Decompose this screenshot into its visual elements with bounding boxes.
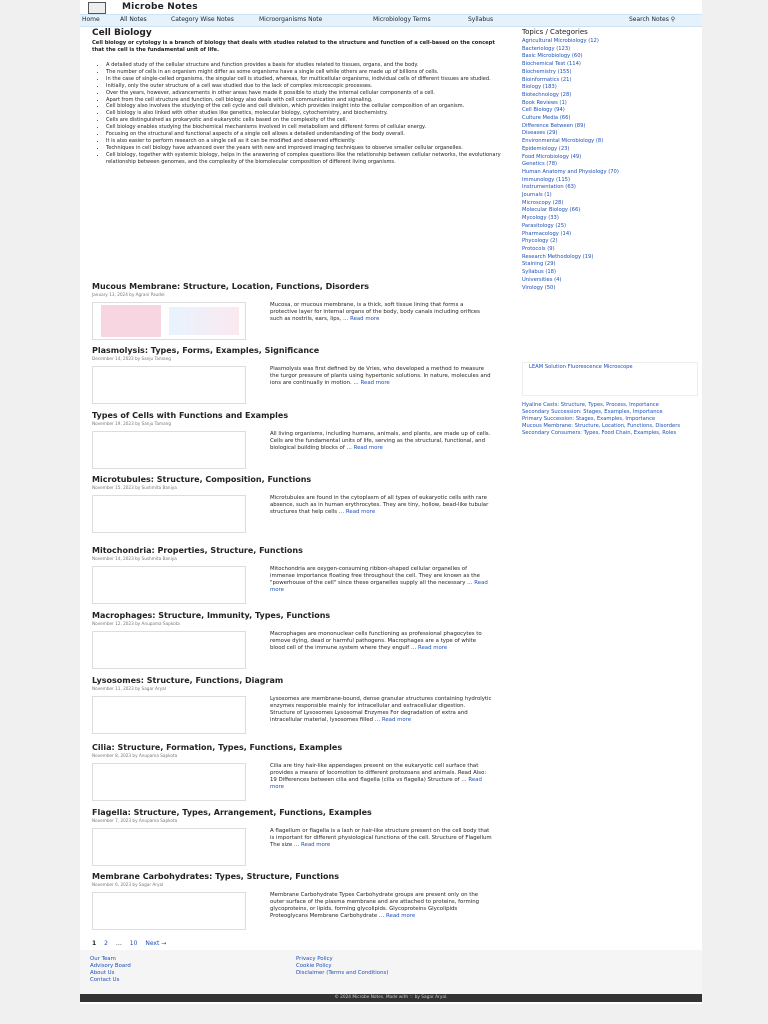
search-icon: ⚲ — [670, 16, 676, 23]
post-excerpt — [270, 566, 492, 594]
category-link[interactable]: Staining (29) — [522, 261, 556, 268]
post-thumbnail[interactable] — [92, 763, 246, 801]
category-link[interactable]: Biotechnology (28) — [522, 91, 572, 98]
category-link[interactable]: Environmental Microbiology (8) — [522, 138, 604, 145]
post-excerpt — [270, 431, 492, 452]
read-more-link[interactable]: Read more — [301, 842, 331, 849]
sidebar — [522, 28, 696, 292]
post-meta: November 8, 2023 by Anupama Sapkota — [92, 753, 178, 758]
post-meta: January 13, 2024 by Agrani Paudel — [92, 292, 165, 297]
category-link[interactable]: Pharmacology (14) — [522, 230, 572, 237]
excerpt-text: Plasmolysis was first defined by de Vries, who developed a method to measure the turgor pressure of plants using hypertonic solutions. In nature, molecules and ions are continually in motion. … — [270, 366, 491, 387]
list-item: • Initially, only the outer structure of a cell was studied due to the lack of complex microscopic processes. — [106, 83, 502, 90]
excerpt-text: Mitochondria are oxygen-consuming ribbon-shaped cellular organelles of immense importance floating free throughout the cell. They are known as the "powerhouse of the cell" since these organelles supply all the necessary … — [270, 566, 480, 587]
footer-link-about-us[interactable]: About Us — [90, 970, 115, 976]
search-notes-label: Search Notes — [629, 16, 669, 23]
post-meta: November 12, 2023 by Anupama Sapkota — [92, 621, 180, 626]
footer-link-advisory-board[interactable]: Advisory Board — [90, 963, 131, 969]
recent-post-link[interactable]: Secondary Succession: Stages, Examples, Importance — [522, 409, 663, 416]
post-excerpt — [270, 631, 492, 652]
category-list — [522, 38, 696, 292]
list-item: • Cell biology enables studying the biochemical mechanisms involved in cell metabolism and different forms of cellular energy. — [106, 124, 502, 131]
ad-link[interactable]: LEAM Solution Fluorescence Microscope — [529, 364, 633, 370]
category-link[interactable]: Microscopy (28) — [522, 199, 564, 206]
page — [80, 0, 702, 1004]
category-link[interactable]: Diseases (29) — [522, 130, 558, 137]
copyright: © 2024 Microbe Notes. Made with ♡ by Sagar Aryal. — [80, 994, 702, 1002]
category-link[interactable]: Culture Media (66) — [522, 115, 571, 122]
post-excerpt — [270, 763, 492, 791]
list-item: • Focusing on the structural and functional aspects of a single cell allows a detailed understanding of the body overall. — [106, 131, 502, 138]
excerpt-text: Lysosomes are membrane-bound, dense granular structures containing hydrolytic enzymes responsible mainly for intracellular and extracellular digestion. Structure of Lysosomes Lysosomal Enzymes For degradation of extra and intracellular material, lysosomes filled … — [270, 696, 492, 724]
post-meta: November 19, 2023 by Sanju Tamang — [92, 421, 171, 426]
recent-post-link[interactable]: Mucous Membrane: Structure, Location, Functions, Disorders — [522, 423, 681, 430]
category-link[interactable]: Research Methodology (19) — [522, 253, 594, 260]
post-excerpt — [270, 696, 492, 724]
category-link[interactable]: Genetics (78) — [522, 161, 558, 168]
excerpt-text: A flagellum or flagella is a lash or hair-like structure present on the cell body that is important for different physiological functions of the cell. Structure of Flagellum The size … — [270, 828, 492, 849]
post-thumbnail[interactable] — [92, 566, 246, 604]
post-excerpt — [270, 892, 492, 920]
category-link[interactable]: Virology (50) — [522, 284, 556, 291]
list-item: • Cell biology is also linked with other studies like genetics, molecular biology, cytochemistry, and biochemistry. — [106, 110, 502, 117]
intro-bullets — [106, 62, 502, 166]
read-more-link[interactable]: Read more — [270, 777, 482, 791]
post-thumbnail[interactable] — [92, 366, 246, 404]
thumbnail-illustration — [169, 307, 239, 335]
post-meta: November 6, 2023 by Sagar Aryal — [92, 882, 164, 887]
category-link[interactable]: Book Reviews (1) — [522, 99, 567, 106]
page-2[interactable]: 2 — [104, 940, 108, 947]
post-thumbnail[interactable] — [92, 495, 246, 533]
recent-posts — [522, 402, 696, 437]
post-excerpt — [270, 302, 492, 323]
post-meta: November 11, 2023 by Sagar Aryal — [92, 686, 166, 691]
category-link[interactable]: Phycology (2) — [522, 238, 558, 245]
post-meta: November 14, 2023 by Sushmita Baniya — [92, 556, 177, 561]
post-title[interactable]: Mucous Membrane: Structure, Location, Functions, Disorders — [92, 282, 370, 291]
footer-link-contact-us[interactable]: Contact Us — [90, 977, 120, 983]
post-meta: December 14, 2023 by Sanju Tamang — [92, 356, 171, 361]
site-footer — [80, 950, 702, 994]
category-link[interactable]: Cell Biology (94) — [522, 107, 565, 114]
excerpt-text: All living organisms, including humans, animals, and plants, are made up of cells. Cells are the fundamental units of life, serving as the structural, functional, and biological building blocks of … — [270, 431, 491, 452]
read-more-link[interactable]: Read more — [270, 580, 488, 594]
category-link[interactable]: Molecular Biology (66) — [522, 207, 581, 214]
post-thumbnail[interactable] — [92, 892, 246, 930]
category-link[interactable]: Bacteriology (123) — [522, 45, 571, 52]
post-meta: November 7, 2023 by Anupama Sapkota — [92, 818, 178, 823]
read-more-link[interactable]: Read more — [381, 717, 412, 724]
post-title[interactable]: Plasmolysis: Types, Forms, Examples, Significance — [92, 346, 320, 355]
category-link[interactable]: Basic Microbiology (60) — [522, 53, 583, 60]
nav-syllabus[interactable]: Syllabus — [468, 16, 494, 23]
nav-all-notes[interactable]: All Notes — [120, 16, 147, 23]
nav-microorganisms-note[interactable]: Microorganisms Note — [259, 16, 323, 23]
category-link[interactable]: Food Microbiology (49) — [522, 153, 582, 160]
post-excerpt — [270, 828, 492, 849]
category-link[interactable]: Parasitology (25) — [522, 222, 567, 229]
category-link[interactable]: Protocols (9) — [522, 245, 555, 252]
excerpt-text: Microtubules are found in the cytoplasm of all types of eukaryotic cells with rare absence, such as in human erythrocytes. They are tiny, hollow, bead-like tubular structures that help cells … — [270, 495, 489, 516]
read-more-link[interactable]: Read more — [360, 380, 390, 387]
site-header — [80, 0, 702, 13]
category-link[interactable]: Instrumentation (63) — [522, 184, 576, 191]
list-item: • The number of cells in an organism might differ as some organisms have a single cell while others are made up of billions of cells. — [106, 69, 502, 76]
list-item: • Cell biology, together with systemic biology, helps in the answering of complex questions like the relationship between cellular networks, the evolutionary relationship between genomes, and the complexity of the biomolecular composition of different living organisms. — [106, 152, 502, 166]
nav-microbiology-terms[interactable]: Microbiology Terms — [373, 16, 431, 23]
read-more-link[interactable]: Read more — [353, 445, 383, 452]
list-item: • In the case of single-celled organisms, the singular cell is studied, whereas, for multicellular organisms, individual cells of different tissues are studied. — [106, 76, 502, 83]
category-link[interactable]: Bioinformatics (21) — [522, 76, 572, 83]
list-item: • A detailed study of the cellular structure and function provides a basis for studies related to tissues, organs, and the body. — [106, 62, 502, 69]
search-notes-button[interactable] — [629, 16, 675, 23]
category-link[interactable]: Syllabus (18) — [522, 269, 557, 276]
post-title[interactable]: Flagella: Structure, Types, Arrangement, Functions, Examples — [92, 808, 372, 817]
thumbnail-caption-panel — [101, 305, 161, 337]
main-nav — [80, 14, 702, 27]
list-item: • Apart from the cell structure and function, cell biology also deals with cell communication and signaling. — [106, 97, 502, 104]
category-link[interactable]: Journals (1) — [522, 192, 552, 199]
post-thumbnail[interactable] — [92, 431, 246, 469]
sidebar-ad[interactable] — [522, 362, 698, 396]
categories-title: Topics / Categories — [522, 28, 588, 36]
category-link[interactable]: Biochemistry (155) — [522, 68, 572, 75]
logo-icon[interactable] — [88, 2, 106, 14]
page-1[interactable]: 1 — [92, 940, 97, 947]
list-item: • Techniques in cell biology have advanced over the years with new and improved imaging techniques to observe smaller cellular organelles. — [106, 145, 502, 152]
read-more-link[interactable]: Read more — [345, 509, 376, 516]
excerpt-text: Macrophages are mononuclear cells functioning as professional phagocytes to remove dying, dead or harmful pathogens. Macrophages are a type of white blood cell of the immune system where they engulf … — [270, 631, 482, 652]
excerpt-text: Membrane Carbohydrate Types Carbohydrate groups are present only on the outer surface of the plasma membrane and are attached to proteins, forming glycoproteins, or lipids, forming glycolipids. Glycoproteins Glycolipids Proteoglycans Membrane Carbohydrate … — [270, 892, 480, 920]
footer-link-privacy-policy[interactable]: Privacy Policy — [296, 956, 333, 962]
post-thumbnail[interactable] — [92, 302, 246, 340]
footer-link-cookie-policy[interactable]: Cookie Policy — [296, 963, 332, 969]
category-link[interactable]: Universities (4) — [522, 276, 562, 283]
pagination — [92, 940, 172, 947]
post-thumbnail[interactable] — [92, 696, 246, 734]
category-link[interactable]: Difference Between (89) — [522, 122, 586, 129]
next-page-link[interactable]: Next → — [145, 940, 167, 947]
page-ellipsis: … — [115, 940, 122, 947]
excerpt-text: Cilia are tiny hair-like appendages present on the eukaryotic cell surface that provides a means of locomotion to different protozoans and animals. Read Also: 19 Differences between cilia and flagella (cilia vs flagella) Structure of … — [270, 763, 487, 784]
post-title[interactable]: Macrophages: Structure, Immunity, Types, Functions — [92, 611, 331, 620]
post-title[interactable]: Cilia: Structure, Formation, Types, Functions, Examples — [92, 743, 343, 752]
page-title: Cell Biology — [92, 28, 152, 38]
category-link[interactable]: Biochemical Test (114) — [522, 61, 581, 68]
post-meta: November 15, 2023 by Sushmita Baniya — [92, 485, 177, 490]
read-more-link[interactable]: Read more — [417, 645, 448, 652]
category-link[interactable]: Epidemiology (23) — [522, 145, 570, 152]
excerpt-text: Mucosa, or mucous membrane, is a thick, soft tissue lining that forms a protective layer for internal organs of the body, body canals including orifices such as nostrils, ears, lips, … — [270, 302, 480, 323]
post-excerpt — [270, 366, 492, 387]
page-10[interactable]: 10 — [129, 940, 138, 947]
category-link[interactable]: Biology (183) — [522, 84, 557, 91]
post-title[interactable]: Membrane Carbohydrates: Types, Structure, Functions — [92, 872, 339, 881]
footer-link-our-team[interactable]: Our Team — [90, 956, 116, 962]
list-item: • Over the years, however, advancements in other areas have made it possible to study the internal cellular components of a cell. — [106, 90, 502, 97]
list-item: • Cell biology also involves the studying of the cell cycle and cell division, which provides insight into the cellular composition of an organism. — [106, 103, 502, 110]
list-item: • It is also easier to perform research on a single cell as it can be modified and observed efficiently. — [106, 138, 502, 145]
category-link[interactable]: Agricultural Microbiology (12) — [522, 38, 599, 44]
post-title[interactable]: Mitochondria: Properties, Structure, Functions — [92, 546, 303, 555]
list-item: • Cells are distinguished as prokaryotic and eukaryotic cells based on the complexity of the cell. — [106, 117, 502, 124]
post-title[interactable]: Types of Cells with Functions and Examples — [92, 411, 289, 420]
intro-text: Cell biology or cytology is a branch of biology that deals with studies related to the structure and function of a cell-based on the concept that the cell is the fundamental unit of life. — [92, 40, 495, 53]
post-title[interactable]: Lysosomes: Structure, Functions, Diagram — [92, 676, 284, 685]
recent-post-link[interactable]: Hyaline Casts: Structure, Types, Process, Importance — [522, 402, 659, 408]
post-thumbnail[interactable] — [92, 631, 246, 669]
read-more-link[interactable]: Read more — [386, 913, 416, 920]
nav-category-wise-notes[interactable]: Category Wise Notes — [171, 16, 234, 23]
recent-post-link[interactable]: Secondary Consumers: Types, Food Chain, Examples, Roles — [522, 430, 677, 437]
category-link[interactable]: Immunology (115) — [522, 176, 570, 183]
nav-home[interactable]: Home — [82, 16, 100, 23]
category-link[interactable]: Mycology (33) — [522, 215, 559, 222]
post-title[interactable]: Microtubules: Structure, Composition, Functions — [92, 475, 312, 484]
footer-link-disclaimer[interactable]: Disclaimer (Terms and Conditions) — [296, 970, 389, 976]
category-link[interactable]: Human Anatomy and Physiology (70) — [522, 168, 619, 175]
site-title[interactable]: Microbe Notes — [122, 2, 198, 12]
recent-post-link[interactable]: Primary Succession: Stages, Examples, Importance — [522, 416, 656, 423]
post-thumbnail[interactable] — [92, 828, 246, 866]
read-more-link[interactable]: Read more — [350, 316, 380, 323]
post-excerpt — [270, 495, 492, 516]
